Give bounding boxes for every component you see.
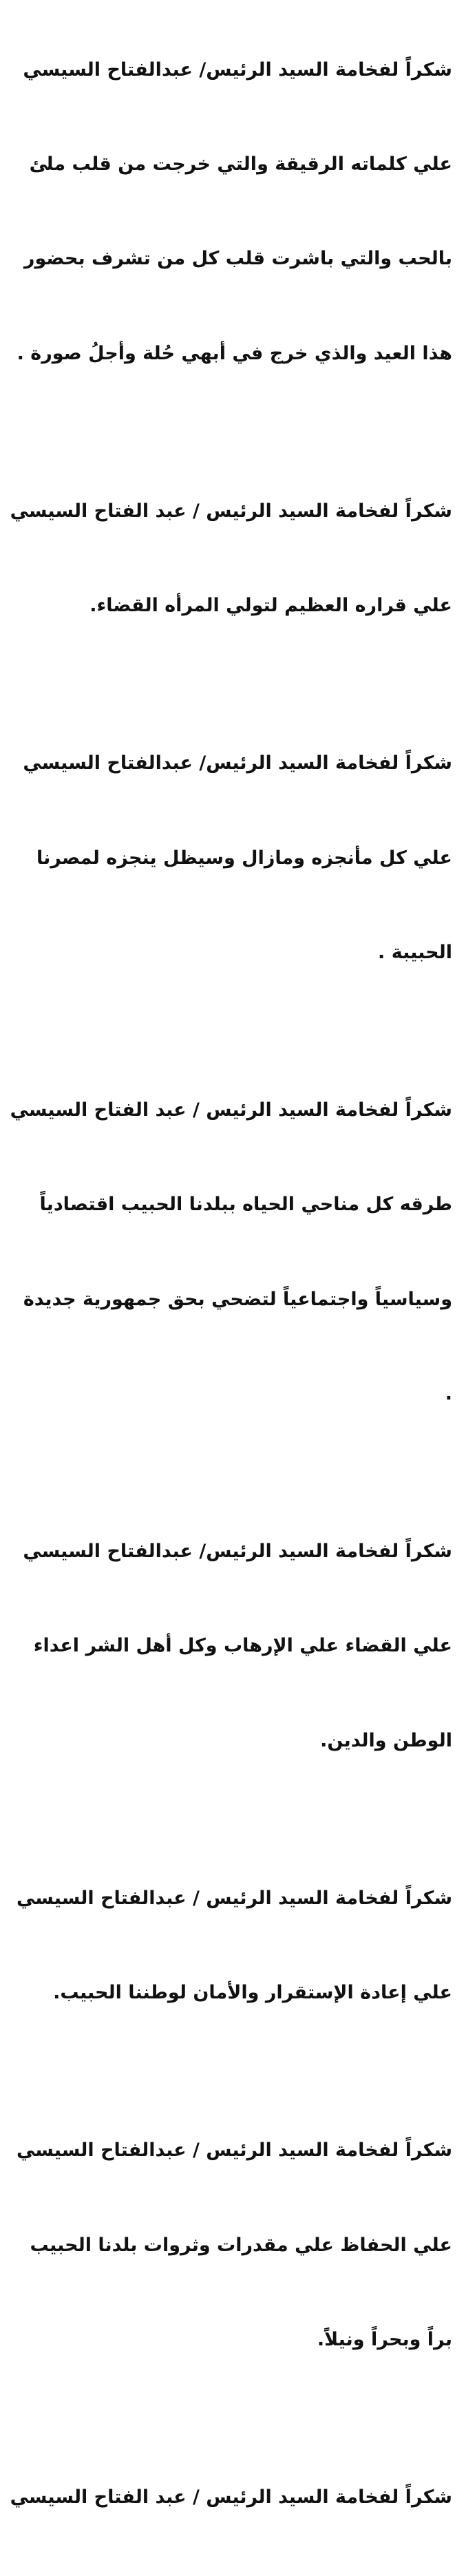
- text-line: علي قراره العظيم لتولي المرأه القضاء.: [89, 595, 452, 617]
- text-line: شكراً لفخامة السيد الرئيس / عبد الفتاح السيسي: [10, 1099, 452, 1121]
- paragraph-resources: [10, 2072, 452, 2419]
- text-line: براً وبحراً ونيلاً.: [317, 2328, 452, 2350]
- paragraph-stability: [10, 1819, 452, 2071]
- text-line: شكراً لفخامة السيد الرئيس / عبد الفتاح السيسي: [10, 500, 452, 522]
- text-line: شكراً لفخامة السيد الرئيس / عبد الفتاح السيسي: [10, 2486, 452, 2508]
- paragraph-speech-thanks: [10, 0, 452, 432]
- text-line: علي القضاء علي الإرهاب وكل أهل الشر اعداء: [33, 1635, 452, 1657]
- text-line: الحبيبة .: [378, 941, 452, 963]
- text-line: شكراً لفخامة السيد الرئيس/ عبدالفتاح السيسي: [23, 752, 452, 774]
- text-line: علي كل مأنجزه ومازال وسيظل ينجزه لمصرنا: [36, 847, 452, 869]
- paragraph-final: [10, 2418, 452, 2576]
- text-line: شكراً لفخامة السيد الرئيس/ عبدالفتاح السيسي: [23, 1541, 452, 1563]
- text-line: شكراً لفخامة السيد الرئيس / عبدالفتاح السيسي: [16, 1887, 452, 1909]
- text-line: وسياسياً واجتماعياً لتضحي بحق جمهورية جديدة: [23, 1288, 452, 1310]
- text-line: علي إعادة الإستقرار والأمان لوطننا الحبيب.: [53, 1982, 452, 2004]
- paragraph-new-republic: [10, 1031, 452, 1472]
- paragraph-achievements: [10, 685, 452, 1032]
- paragraph-women-judiciary: [10, 432, 452, 684]
- text-line: شكراً لفخامة السيد الرئيس/ عبدالفتاح السيسي: [23, 59, 452, 81]
- text-line: بالحب والتي باشرت قلب كل من تشرف بحضور: [23, 248, 452, 270]
- text-line: هذا العيد والذي خرج في أبهي حُلة وأجلُ صورة .: [17, 342, 452, 364]
- text-line: .: [445, 1383, 452, 1405]
- text-line: علي كلماته الرقيقة والتي خرجت من قلب ملئ: [29, 153, 452, 175]
- text-line: علي الحفاظ علي مقدرات وثروات بلدنا الحبيب: [30, 2234, 452, 2256]
- text-line: الوطن والدين.: [320, 1729, 452, 1751]
- text-line: شكراً لفخامة السيد الرئيس / عبدالفتاح السيسي: [16, 2140, 452, 2162]
- text-line: طرقه كل مناحي الحياه ببلدنا الحبيب اقتصادياً: [39, 1194, 452, 1216]
- paragraph-terrorism: [10, 1472, 452, 1819]
- document-body: [10, 0, 452, 2576]
